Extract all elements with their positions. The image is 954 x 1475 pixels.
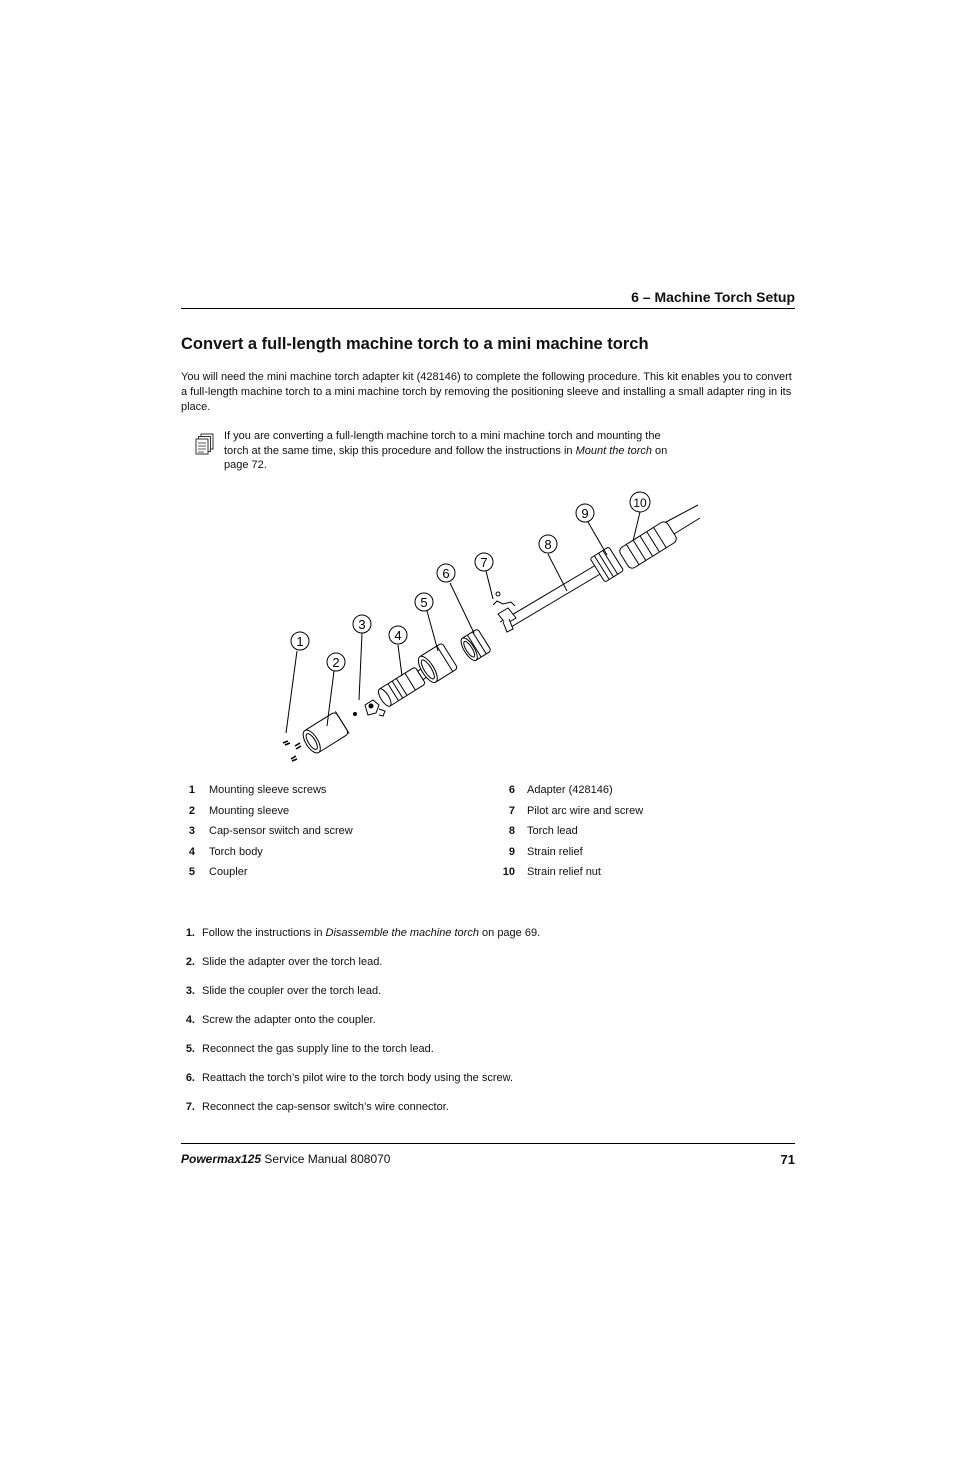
step-text: Reconnect the cap-sensor switch’s wire connector. [202, 1101, 449, 1113]
legend-label: Coupler [209, 866, 248, 878]
callout-8: 8 [544, 537, 552, 552]
cap-sensor-switch [365, 700, 385, 716]
note-link[interactable]: Mount the torch [575, 444, 652, 457]
callout-3: 3 [358, 617, 366, 632]
footer-rule [181, 1143, 795, 1144]
legend-num: 3 [188, 825, 195, 837]
footer-manual [181, 1152, 390, 1166]
legend-num: 1 [188, 784, 195, 796]
legend-label: Mounting sleeve screws [209, 784, 327, 796]
callout-4: 4 [394, 628, 402, 643]
step-number: 4. [185, 1014, 195, 1026]
callout-5: 5 [420, 595, 428, 610]
page-number: 71 [780, 1152, 795, 1167]
callout-7: 7 [480, 555, 488, 570]
step-number: 5. [185, 1043, 195, 1055]
legend-label: Adapter (428146) [527, 784, 613, 796]
manual-title: Service Manual 808070 [261, 1152, 391, 1166]
step-text: Reconnect the gas supply line to the torch lead. [202, 1043, 434, 1055]
callout-2: 2 [332, 655, 340, 670]
callout-10: 10 [633, 496, 647, 510]
intro-paragraph: You will need the mini machine torch adapter kit (428146) to complete the following procedure. This kit enables you to convert a full-length machine torch to a mini machine torch by removing the positioning sleeve and installing a small adapter ring in its place. [181, 371, 792, 413]
step-text-after: on page 69. [478, 927, 541, 939]
legend-num: 5 [188, 866, 195, 878]
legend-num: 7 [508, 805, 515, 817]
legend-num: 2 [188, 805, 195, 817]
exploded-torch-figure [270, 490, 710, 770]
callout-9: 9 [581, 506, 589, 521]
leader-lines [286, 512, 640, 733]
mounting-sleeve [300, 711, 349, 755]
step-text: Slide the adapter over the torch lead. [202, 956, 383, 968]
legend-label: Strain relief [527, 846, 583, 858]
step-number: 6. [185, 1072, 195, 1084]
step-number: 2. [185, 956, 195, 968]
step-number: 3. [185, 985, 195, 997]
step-number: 1. [185, 927, 195, 939]
note-text-before: If you are converting a full-length machine torch to a mini machine torch and mounting the torch at the same time, skip this procedure and follow the instructions in [224, 430, 661, 457]
pilot-arc-wire [493, 592, 515, 606]
header-rule [181, 308, 795, 309]
strain-relief-nut [618, 520, 678, 570]
torch-lead [498, 559, 612, 632]
legend-label: Torch lead [527, 825, 578, 837]
step-text: Reattach the torch’s pilot wire to the torch body using the screw. [202, 1072, 514, 1084]
callout-1: 1 [296, 634, 304, 649]
legend-num: 9 [508, 846, 515, 858]
legend-label: Cap-sensor switch and screw [209, 825, 353, 837]
chapter-heading: 6 – Machine Torch Setup [631, 289, 795, 305]
note-text [224, 429, 679, 473]
step-text [202, 927, 540, 939]
adapter-ring [458, 629, 491, 663]
legend-num: 8 [508, 825, 515, 837]
callout-6: 6 [442, 566, 450, 581]
step-text: Screw the adapter onto the coupler. [202, 1014, 376, 1026]
note-pages-icon [195, 433, 215, 455]
legend-label: Strain relief nut [527, 866, 601, 878]
legend-label: Mounting sleeve [209, 805, 290, 817]
brand-name: Powermax125 [181, 1152, 262, 1166]
legend-label: Torch body [209, 846, 263, 858]
legend-num: 10 [502, 866, 515, 878]
legend-num: 4 [188, 846, 195, 858]
note-text-after: on page 72. [224, 444, 668, 471]
step-text-before: Follow the instructions in [202, 927, 326, 939]
step-link[interactable]: Disassemble the machine torch [325, 927, 479, 939]
step-number: 7. [185, 1101, 195, 1113]
legend-label: Pilot arc wire and screw [527, 805, 644, 817]
mounting-sleeve-screws [283, 741, 301, 761]
step-text: Slide the coupler over the torch lead. [202, 985, 382, 997]
section-title: Convert a full-length machine torch to a mini machine torch [181, 335, 649, 353]
legend-num: 6 [508, 784, 515, 796]
